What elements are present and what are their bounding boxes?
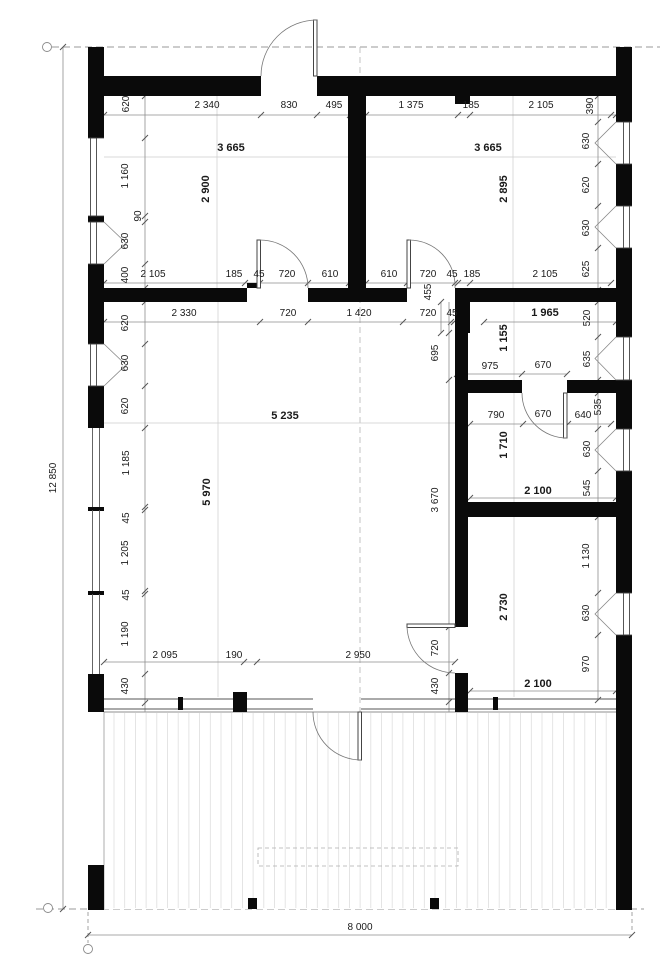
dim-label: 1 375 (398, 100, 424, 111)
dim-label: 695 (430, 344, 441, 362)
dim-label: 3 665 (474, 142, 502, 154)
dim-label: 790 (487, 410, 505, 421)
dim-label: 640 (574, 410, 592, 421)
dim-label: 830 (280, 100, 298, 111)
dim-label: 545 (582, 479, 593, 497)
dim-label: 1 160 (120, 163, 131, 189)
dim-label: 970 (581, 655, 592, 673)
dim-label: 5 970 (201, 478, 213, 506)
dim-label: 630 (120, 232, 131, 250)
dim-label: 45 (446, 269, 458, 280)
dim-label: 610 (321, 269, 339, 280)
dim-label: 2 330 (171, 308, 197, 319)
dim-label: 2 950 (345, 650, 371, 661)
dim-label: 2 340 (194, 100, 220, 111)
door-top-left-room (257, 240, 308, 288)
dim-label: 2 105 (532, 269, 558, 280)
dim-label: 185 (463, 269, 481, 280)
dim-label: 1 130 (581, 543, 592, 569)
dim-label: 190 (225, 650, 243, 661)
dim-label: 5 235 (271, 410, 299, 422)
dim-label: 625 (581, 260, 592, 278)
dim-label: 390 (585, 97, 596, 115)
grid-circle-bottom (84, 945, 93, 954)
dim-label: 1 185 (121, 450, 132, 476)
dim-label: 1 205 (120, 540, 131, 566)
dim-label: 720 (278, 269, 296, 280)
dim-label: 185 (225, 269, 243, 280)
dim-label: 620 (120, 397, 131, 415)
dim-label: 2 895 (498, 175, 510, 203)
dim-label: 720 (279, 308, 297, 319)
grid-circle-top-left (43, 43, 52, 52)
dim-label: 720 (419, 308, 437, 319)
dim-label: 1 710 (498, 431, 510, 459)
dim-label: 2 105 (140, 269, 166, 280)
dim-label: 630 (120, 354, 131, 372)
dim-label: 12 850 (48, 462, 59, 494)
dim-label: 2 100 (524, 678, 552, 690)
dim-label: 630 (581, 219, 592, 237)
dim-label: 1 155 (498, 324, 510, 352)
dim-label: 1 190 (120, 621, 131, 647)
grid-circle-bottom-left (44, 904, 53, 913)
dim-label: 2 900 (200, 175, 212, 203)
dim-label: 2 100 (524, 485, 552, 497)
dim-label: 455 (423, 283, 434, 301)
dim-label: 630 (582, 440, 593, 458)
dim-label: 635 (582, 350, 593, 368)
dim-label: 45 (121, 512, 132, 524)
dim-label: 495 (325, 100, 343, 111)
dim-label: 8 000 (347, 922, 373, 933)
dim-label: 720 (430, 639, 441, 657)
dim-label: 45 (446, 308, 458, 319)
dim-label: 3 670 (430, 487, 441, 513)
dim-label: 720 (419, 269, 437, 280)
dim-label: 1 965 (531, 307, 559, 319)
dim-label: 400 (120, 266, 131, 284)
dim-label: 2 105 (528, 100, 554, 111)
dim-label: 185 (462, 100, 480, 111)
dim-label: 610 (380, 269, 398, 280)
dim-label: 620 (581, 176, 592, 194)
dim-label: 670 (534, 360, 552, 371)
dim-label: 535 (593, 398, 604, 416)
dim-label: 670 (534, 409, 552, 420)
dim-label: 90 (133, 210, 144, 222)
dim-label: 2 730 (498, 593, 510, 621)
dim-label: 430 (120, 677, 131, 695)
dim-label: 620 (121, 95, 132, 113)
entrance-door (261, 20, 317, 76)
dim-label: 630 (581, 132, 592, 150)
dim-label: 1 420 (346, 308, 372, 319)
dim-label: 630 (581, 604, 592, 622)
dim-label: 620 (120, 314, 131, 332)
dim-label: 2 095 (152, 650, 178, 661)
dim-label: 520 (582, 309, 593, 327)
dim-label: 45 (121, 589, 132, 601)
dim-label: 45 (253, 269, 265, 280)
door-top-right-room (407, 240, 455, 288)
dim-label: 3 665 (217, 142, 245, 154)
dim-label: 430 (430, 677, 441, 695)
dim-label: 975 (481, 361, 499, 372)
